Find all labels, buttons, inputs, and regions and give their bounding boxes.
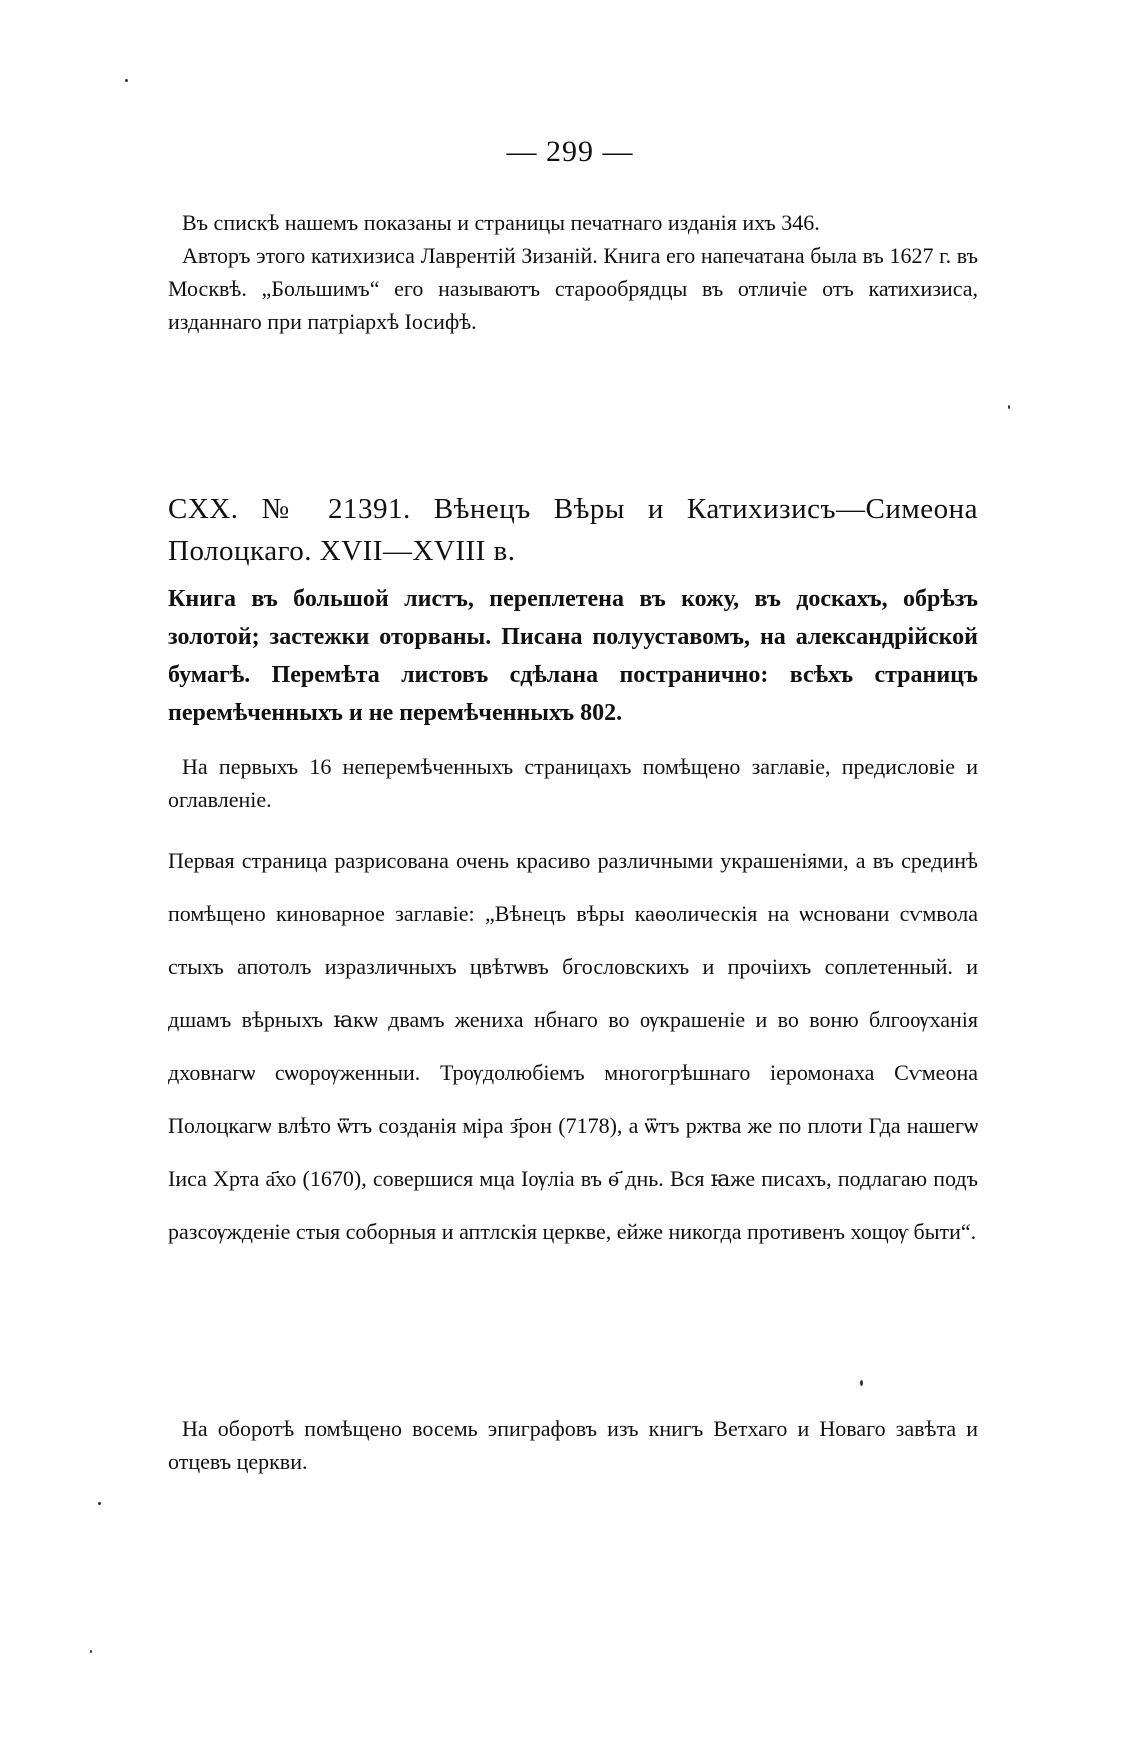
- print-speck: [1008, 405, 1010, 409]
- reverse-paragraph: На оборотѣ помѣщено восемь эпиграфовъ изъ книгъ Ветхаго и Новаго завѣта и отцевъ церкви.: [168, 1416, 978, 1474]
- intro-paragraph-author: Авторъ этого катихизиса Лаврентій Зизаній. Книга его напечатана была въ 1627 г. въ Москвѣ. „Большимъ“ его называютъ старообрядцы въ отличіе отъ катихизиса, изданнаго при патріархѣ Іосифѣ.: [168, 243, 978, 334]
- intro-block: [168, 206, 978, 338]
- contents-paragraph: На первыхъ 16 неперемѣченныхъ страницахъ помѣщено заглавіе, предисловіе и оглавленіе.: [168, 754, 978, 812]
- print-speck: [90, 1650, 92, 1653]
- print-speck: [860, 1380, 863, 1386]
- first-page-paragraph: Первая страница разрисована очень красиво различными украшеніями, а въ срединѣ помѣщено киноварное заглавіе: „Вѣнецъ вѣры каѳолическія на ѡсновани сѵмвола стыхъ апотолъ изразличныхъ цвѣтѡвъ бгословскихъ и прочіихъ соплетенный. и дшамъ вѣрныхъ ꙗкѡ двамъ жениха нбнаго во ѹкрашеніе и во воню блгоѹханія дховнагѡ сѡорѹженныи. Трѹдолюбіемъ многогрѣшнаго іеромонаха Сѵмеона Полоцкагѡ влѣто ѿтъ созданія міра з҃рон (7178), а ѿтъ ржтва же по плоти Гда нашегѡ Іиса Хрта а҃хо (1670), совершися мца Іѹліа въ ѳ҃ днь. Вся ꙗже писахъ, подлагаю подъ разсѹжденіе стыя соборныя и аптлскія церкве, ейже никогда противенъ хощѹ быти“.: [168, 848, 978, 1244]
- entry-description: Книга въ большой листъ, переплетена въ кожу, въ доскахъ, обрѣзъ золотой; застежки оторваны. Писана полууставомъ, на александрійской бумагѣ. Перемѣта листовъ сдѣлана постранично: всѣхъ страницъ перемѣченныхъ и не перемѣченныхъ 802.: [168, 586, 978, 726]
- page-number: — 299 —: [506, 135, 634, 168]
- entry-heading: CXX. № 21391. Вѣнецъ Вѣры и Катихизисъ—Симеона Полоцкаго. XVII—XVIII в.: [168, 493, 978, 567]
- intro-paragraph-pages: Въ спискѣ нашемъ показаны и страницы печатнаго изданія ихъ 346.: [182, 210, 820, 235]
- print-speck: [98, 1502, 101, 1505]
- print-speck: [125, 79, 128, 82]
